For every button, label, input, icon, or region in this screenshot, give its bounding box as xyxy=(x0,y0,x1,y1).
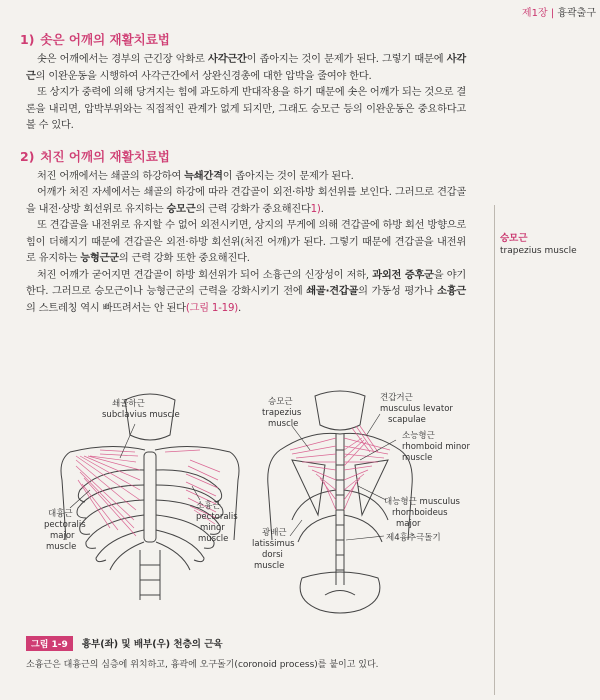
emphasized-term: 과외전 증후군 xyxy=(372,269,434,281)
paragraph xyxy=(26,52,466,85)
label-rhmajor-2: rhomboideus xyxy=(392,508,448,518)
chest-front-view xyxy=(44,394,239,600)
section-number: 2) xyxy=(20,148,35,164)
running-header: 제1장 | 흉곽출구 xyxy=(521,8,596,19)
chapter-label: 제1장 xyxy=(521,8,548,19)
chapter-title: 흉곽출구 xyxy=(557,8,596,19)
paragraph xyxy=(26,185,466,218)
text-run: 을 야기한다. 그러므로 승모근이나 능형근군의 근력을 강화시키기 전에 xyxy=(26,269,467,297)
side-note-korean: 승모근 xyxy=(500,233,528,244)
text-run: 의 근력 강화가 중요해진다 xyxy=(195,203,311,215)
figure-caption xyxy=(26,632,476,670)
text-run: 의 가동성 평가나 xyxy=(358,286,438,297)
label-rhminor-2: rhomboid minor xyxy=(402,442,470,452)
text-run: 의 이완운동을 시행하여 사각근간에서 상완신경총에 대한 압박을 줄여야 한다. xyxy=(35,70,372,82)
figure-reference: 1) xyxy=(310,203,321,215)
label-lat-3: dorsi xyxy=(262,550,283,560)
emphasized-term: 늑쇄간격 xyxy=(184,170,223,182)
text-run: 처진 어깨에서는 쇄골의 하강하여 xyxy=(37,170,185,182)
label-subclavius-en: subclavius muscle xyxy=(102,410,180,420)
section-heading xyxy=(20,147,466,165)
label-levator-3: scapulae xyxy=(388,415,426,425)
anatomy-illustration xyxy=(40,390,480,620)
label-pec-major-2: pectoralis xyxy=(44,520,86,530)
section-title: 솟은 어깨의 재활치료법 xyxy=(40,32,170,47)
text-run: . xyxy=(238,302,242,314)
paragraph xyxy=(26,85,466,135)
paragraph xyxy=(26,268,466,318)
label-lat-2: latissimus xyxy=(252,539,295,549)
section-number: 1) xyxy=(20,32,35,47)
label-levator-1: 견갑거근 xyxy=(380,393,413,403)
figure-reference: (그림 1-19) xyxy=(185,302,239,314)
label-rhminor-1: 소능형근 xyxy=(402,431,435,441)
emphasized-term: 능형근군 xyxy=(80,253,119,264)
label-rhminor-3: muscle xyxy=(402,453,433,463)
text-run: 의 근력 강화 또한 중요해진다. xyxy=(118,253,250,264)
label-pec-minor-4: muscle xyxy=(198,534,229,544)
text-run: 이 좁아지는 것이 문제가 된다. xyxy=(222,170,354,182)
caption-label: 그림 1-9 xyxy=(26,636,73,651)
text-run: 이 좁아지는 것이 문제가 된다. 그렇기 때문에 xyxy=(246,54,447,65)
label-pec-major-1: 대흉근 xyxy=(48,509,73,519)
label-pec-major-3: major xyxy=(50,531,75,541)
text-run: 솟은 어깨에서는 경부의 근긴장 악화로 xyxy=(37,54,209,65)
text-run: 처진 어깨가 굳어지면 견갑골이 하방 회선위가 되어 소흉근의 신장성이 저하, xyxy=(37,269,373,281)
margin-divider xyxy=(494,205,495,695)
label-levator-2: musculus levator xyxy=(380,404,453,414)
emphasized-term: 승모근 xyxy=(166,203,196,215)
main-text xyxy=(20,30,467,317)
side-note xyxy=(500,230,600,256)
label-lat-1: 광배근 xyxy=(262,528,287,538)
text-run: 어깨가 처진 자세에서는 쇄골의 하강에 따라 견갑골이 외전·하방 회선위를 보인다. 그러므로 견갑골을 내전·상방 회선위로 유지하는 xyxy=(26,187,466,215)
text-run: . xyxy=(320,203,324,215)
text-run: 의 스트레칭 역시 빠뜨려서는 안 된다 xyxy=(26,302,186,314)
label-rhmajor-1: 대능형근 musculus xyxy=(384,497,460,507)
label-subclavius-ko: 쇄골하근 xyxy=(112,399,145,409)
label-rhmajor-3: major xyxy=(396,519,421,529)
emphasized-term: 사각근 xyxy=(26,54,466,82)
label-trap-3: muscle xyxy=(268,419,299,429)
caption-title: 흉부(좌) 및 배부(우) 천층의 근육 xyxy=(81,639,223,650)
label-pec-minor-3: minor xyxy=(200,523,225,533)
label-trap-1: 승모근 xyxy=(268,397,293,407)
emphasized-term: 쇄골·견갑골 xyxy=(306,286,359,297)
label-lat-4: muscle xyxy=(254,561,285,571)
paragraph xyxy=(26,169,466,186)
anatomy-figure xyxy=(40,390,480,620)
label-trap-2: trapezius xyxy=(262,408,302,418)
label-pec-minor-2: pectoralis xyxy=(196,512,238,522)
side-note-english: trapezius muscle xyxy=(500,246,577,256)
emphasized-term: 사각근간 xyxy=(208,54,247,65)
back-view xyxy=(252,391,470,613)
text-run: 또 견갑골을 내전위로 유지할 수 없어 외전시키면, 상지의 무게에 의해 견갑골에 하방 회선 방향으로 힘이 더해지기 때문에 견갑골은 외전·하방 회선위(처진 어깨)가 된다. 그렇기 때문에 견갑골을 내전위로 유지하는 xyxy=(26,220,466,264)
text-run: 또 상지가 중력에 의해 당겨지는 힘에 과도하게 반대작용을 하기 때문에 솟은 어깨가 되는 것으로 결론을 내리면, 압박부위와는 직접적인 관계가 없게 되지만, 그래도 승모근 등의 이완운동은 중요하다고 볼 수 있다. xyxy=(26,87,466,131)
label-pec-major-4: muscle xyxy=(46,542,77,552)
label-t4: 제4흉추극돌기 xyxy=(386,533,441,543)
section-heading xyxy=(20,30,466,48)
label-pec-minor-1: 소흉근 xyxy=(196,501,221,511)
section-title: 처진 어깨의 재활치료법 xyxy=(40,148,170,164)
emphasized-term: 소흉근 xyxy=(437,286,466,297)
caption-text: 소흉근은 대흉근의 심층에 위치하고, 흉곽에 오구돌기(coronoid process)를 붙이고 있다. xyxy=(26,660,379,670)
paragraph xyxy=(26,218,466,268)
